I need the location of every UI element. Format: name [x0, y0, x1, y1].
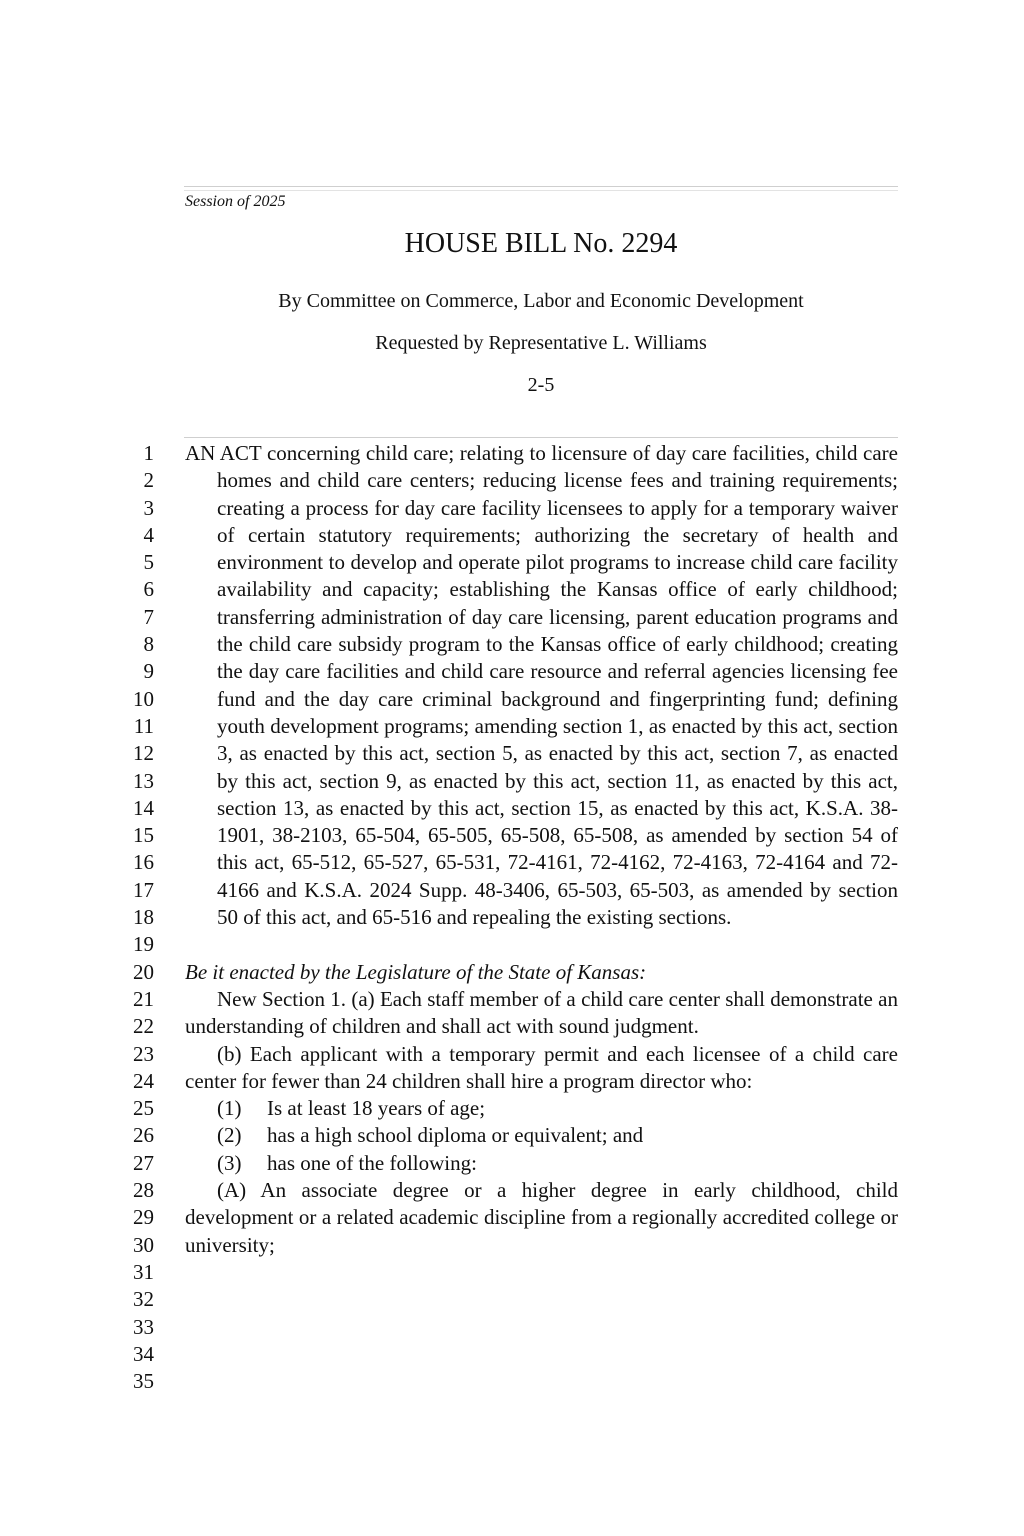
line-number: 11: [133, 713, 154, 738]
header-rule: [184, 186, 898, 187]
committee-line: By Committee on Commerce, Labor and Economic Development: [278, 290, 804, 312]
list-item-label: (3): [217, 1150, 242, 1175]
line-number: 18: [133, 905, 154, 930]
line-number: 8: [143, 632, 154, 657]
line-number: 12: [133, 741, 154, 766]
act-title: AN ACT concerning child care; relating to licensure of day care facilities, child care homes and child care centers; reducing license fees and training requirements; creating a process for day care facility licensees to apply for a temporary waiver of certain statutory requirements; authorizing the secretary of health and environment to develop and operate pilot programs to increase child care facility availability and capacity; establishing the Kansas office of early childhood; transferring administration of day care licensing, parent education programs and the child care subsidy program to the Kansas office of early childhood; creating the day care facilities and child care resource and referral agencies licensing fee fund and the day care criminal background and fingerprinting fund; defining youth development programs; amending section 1, as enacted by this act, section 3, as enacted by this act, section 5, as enacted by this act, section 7, as enacted by this act, section 9, as enacted by this act, section 11, as enacted by this act, section 13, as enacted by this act, section 15, as enacted by this act, K.S.A. 38-1901, 38-2103, 65-504, 65-505, 65-508, 65-508, as amended by section 54 of this act, 65-512, 65-527, 65-531, 72-4161, 72-4162, 72-4163, 72-4164 and 72-4166 and K.S.A. 2024 Supp. 48-3406, 65-503, 65-503, as amended by section 50 of this act, and 65-516 and repealing the existing sections.: [185, 441, 898, 930]
section-1-paragraph-A: (A) An associate degree or a higher degree in early childhood, child development or a related academic discipline from a regionally accredited college or university;: [185, 1178, 898, 1257]
line-number: 17: [133, 877, 154, 902]
line-number: 27: [133, 1150, 154, 1175]
line-number: 4: [143, 522, 154, 547]
line-number: 33: [133, 1314, 154, 1339]
header-rule-secondary: [184, 190, 898, 191]
line-number: 13: [133, 768, 154, 793]
enacting-clause: Be it enacted by the Legislature of the State of Kansas:: [185, 959, 647, 984]
line-number: 2: [143, 468, 154, 493]
line-number: 21: [133, 986, 154, 1011]
line-number: 22: [133, 1014, 154, 1039]
list-item-label: (1): [217, 1096, 242, 1121]
section-1-paragraph-b: (b) Each applicant with a temporary permit and each licensee of a child care center for fewer than 24 children shall hire a program director who:: [185, 1041, 898, 1093]
line-number: 31: [133, 1259, 154, 1284]
blank-line: [185, 931, 898, 958]
list-item-text: has a high school diploma or equivalent; and: [267, 1123, 644, 1148]
list-item-text: Is at least 18 years of age;: [267, 1096, 486, 1121]
line-number: 32: [133, 1287, 154, 1312]
line-number: 24: [133, 1068, 154, 1093]
line-number: 29: [133, 1205, 154, 1230]
requested-by-line: Requested by Representative L. Williams: [375, 332, 707, 354]
line-number: 3: [143, 495, 154, 520]
line-number: 15: [133, 823, 154, 848]
list-item: [185, 1150, 898, 1177]
line-number: 35: [133, 1369, 154, 1394]
line-number: 14: [133, 795, 154, 820]
line-number: 7: [143, 604, 154, 629]
title-rule: [184, 437, 898, 438]
list-item: [185, 1095, 898, 1122]
list-item: [185, 1122, 898, 1149]
line-number: 9: [143, 659, 154, 684]
line-numbers: [118, 440, 154, 1395]
line-number: 25: [133, 1096, 154, 1121]
line-number: 34: [133, 1341, 154, 1366]
list-item-text: has one of the following:: [267, 1150, 477, 1175]
line-number: 28: [133, 1178, 154, 1203]
line-number: 6: [143, 577, 154, 602]
line-number: 20: [133, 959, 154, 984]
line-number: 1: [143, 441, 154, 465]
line-number: 23: [133, 1041, 154, 1066]
section-1-paragraph-a: New Section 1. (a) Each staff member of a child care center shall demonstrate an understanding of children and shall act with sound judgment.: [185, 986, 898, 1039]
line-number: 5: [143, 550, 154, 575]
list-item-label: (2): [217, 1123, 242, 1148]
line-number: 26: [133, 1123, 154, 1148]
line-number: 10: [133, 686, 154, 711]
session-label: Session of 2025: [185, 193, 286, 210]
bill-title: HOUSE BILL No. 2294: [404, 228, 678, 259]
bill-date: 2-5: [527, 374, 555, 396]
line-number: 19: [133, 932, 154, 957]
bill-body: [185, 440, 898, 1259]
line-number: 16: [133, 850, 154, 875]
line-number: 30: [133, 1232, 154, 1257]
